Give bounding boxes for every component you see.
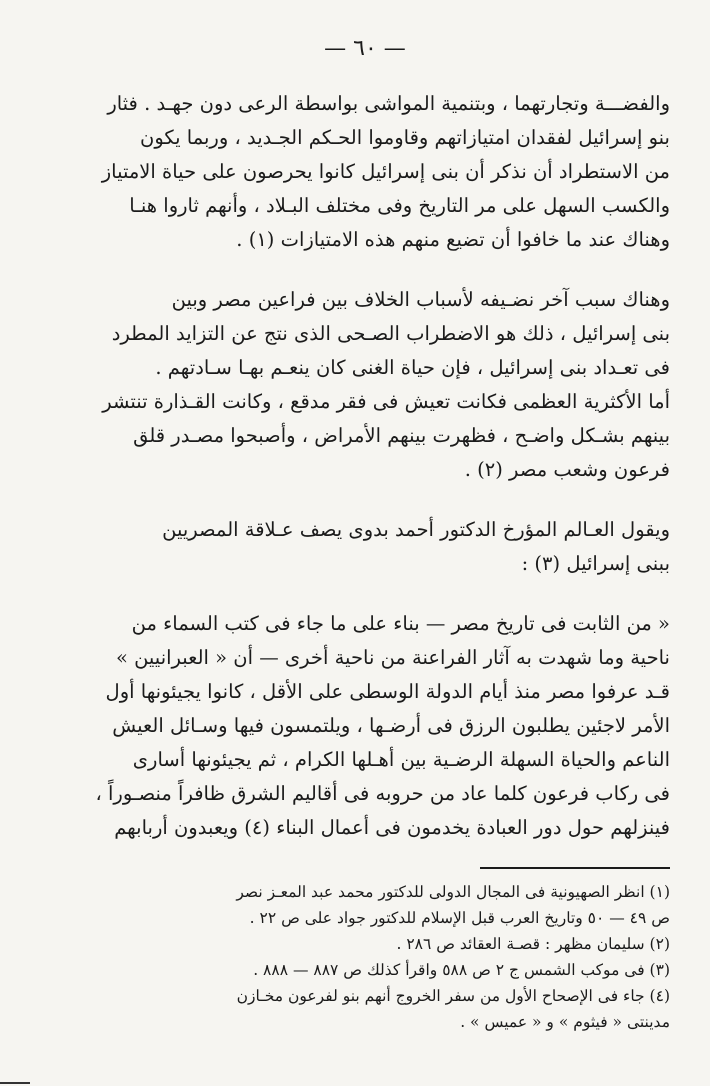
text-line: فرعون وشعب مصر (٢) . bbox=[464, 458, 670, 481]
text-line: فينزلهم حول دور العبادة يخدمون فى أعمال البناء (٤) ويعبدون أربابهم bbox=[114, 816, 670, 839]
text-line: والكسب السهل على مر التاريخ وفى مختلف البـلاد ، وأنهم ثاروا هنـا bbox=[129, 194, 670, 217]
footnote-line: ص ٤٩ — ٥٠ وتاريخ العرب قبل الإسلام للدكتور جواد على ص ٢٢ . bbox=[249, 909, 670, 927]
text-line: من الاستطراد أن نذكر أن بنى إسرائيل كانوا يحرصون على حياة الامتياز bbox=[101, 160, 670, 183]
text-line: بنو إسرائيل لفقدان امتيازاتهم وقاوموا الحـكم الجـديد ، وربما يكون bbox=[140, 126, 670, 149]
text-line: بنى إسرائيل ، ذلك هو الاضطراب الصـحى الذى نتج عن التزايد المطرد bbox=[111, 322, 670, 345]
text-line: بينهم بشـكل واضـح ، فظهرت بينهم الأمراض ، وأصبحوا مصـدر قلق bbox=[133, 424, 670, 447]
text-line: ويقول العـالم المؤرخ الدكتور أحمد بدوى يصف عـلاقة المصريين bbox=[162, 518, 670, 541]
paragraph-3 bbox=[60, 513, 670, 581]
paragraph-1 bbox=[60, 87, 670, 257]
footnote-line: (٢) سليمان مظهر : قصـة العقائد ص ٢٨٦ . bbox=[396, 935, 670, 953]
footnote-line: (٣) فى موكب الشمس ج ٢ ص ٥٨٨ واقرأ كذلك ص ٨٨٧ — ٨٨٨ . bbox=[253, 961, 670, 979]
quotation-paragraph bbox=[60, 607, 670, 845]
footnote-line: (١) انظر الصهيونية فى المجال الدولى للدكتور محمد عبد المعـز نصر bbox=[236, 883, 670, 901]
page-number: — ٦٠ — bbox=[324, 36, 406, 61]
text-line: والفضـــة وتجارتهما ، وبتنمية المواشى بواسطة الرعى دون جهـد . فثار bbox=[107, 92, 670, 115]
text-line: ناحية وما شهدت به آثار الفراعنة من ناحية أخرى — أن « العبرانيين » bbox=[115, 646, 670, 669]
text-line: وهناك سبب آخر نضـيفه لأسباب الخلاف بين فراعين مصر وبين bbox=[171, 288, 670, 311]
text-line: « من الثابت فى تاريخ مصر — بناء على ما جاء فى كتب السماء من bbox=[131, 612, 670, 635]
text-line: فى تعـداد بنى إسرائيل ، فإن حياة الغنى كان ينعـم بهـا سـادتهم . bbox=[155, 356, 670, 379]
footnote-line: (٤) جاء فى الإصحاح الأول من سفر الخروج أنهم بنو لفرعون مخـازن bbox=[236, 987, 670, 1005]
text-line: ببنى إسرائيل (٣) : bbox=[521, 552, 670, 575]
text-line: أما الأكثرية العظمى فكانت تعيش فى فقر مدقع ، وكانت القـذارة تنتشر bbox=[102, 390, 670, 413]
page-edge-mark bbox=[0, 1082, 30, 1084]
book-page bbox=[60, 30, 670, 1066]
text-line: فى ركاب فرعون كلما عاد من حروبه فى أقاليم الشرق ظافراً منصـوراً ، bbox=[95, 782, 670, 805]
text-line: الناعم والحياة السهلة الرضـية بين أهـلها الكرام ، ثم يجيئونها أسارى bbox=[132, 748, 670, 771]
paragraph-2 bbox=[60, 283, 670, 487]
text-line: وهناك عند ما خافوا أن تضيع منهم هذه الامتيازات (١) . bbox=[236, 228, 670, 251]
text-line: قـد عرفوا مصر منذ أيام الدولة الوسطى على الأقل ، كانوا يجيئونها أول bbox=[105, 680, 670, 703]
footnote-line: مدينتى « فيثوم » و « عميس » . bbox=[460, 1013, 670, 1031]
footnote-divider bbox=[480, 867, 670, 869]
text-line: الأمر لاجئين يطلبون الرزق فى أرضـها ، ويلتمسون فيها وسـائل العيش bbox=[112, 714, 670, 737]
footnotes bbox=[60, 879, 670, 1035]
